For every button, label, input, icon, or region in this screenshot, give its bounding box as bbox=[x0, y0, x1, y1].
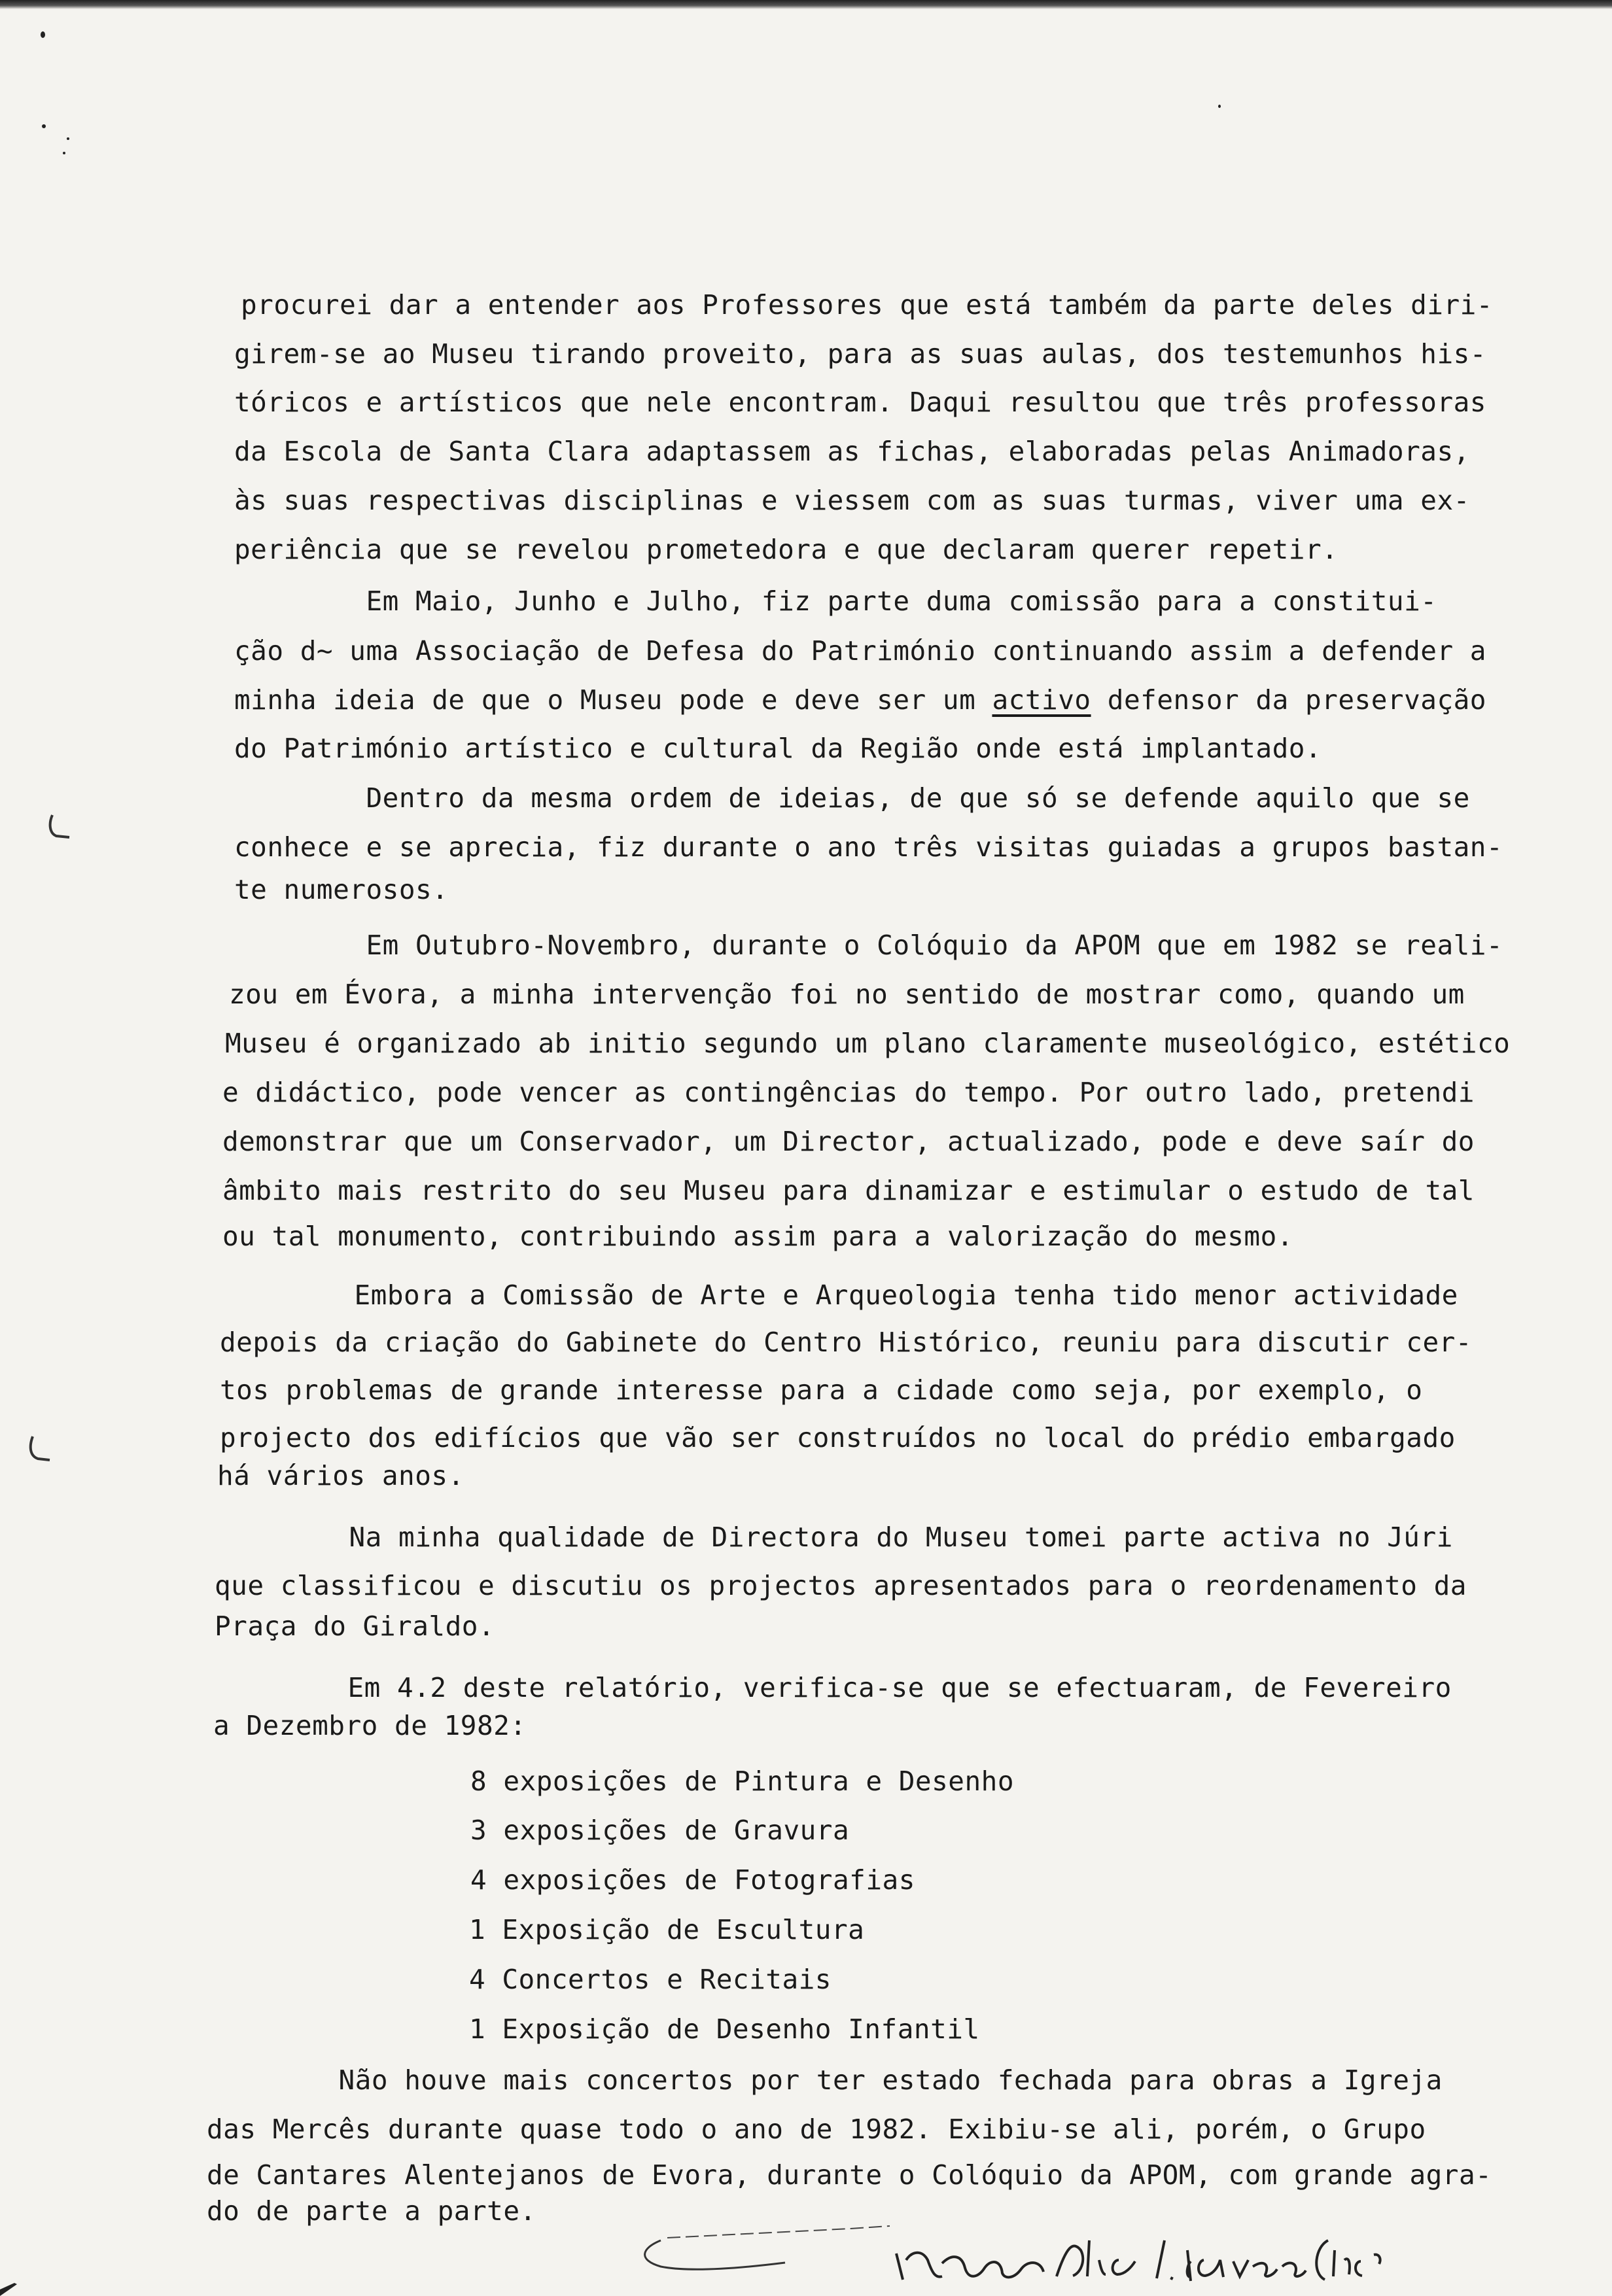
text-line: do de parte a parte. bbox=[207, 2195, 536, 2227]
text-line: tóricos e artísticos que nele encontram. Daqui resultou que três professoras bbox=[234, 387, 1486, 418]
text-line: Dentro da mesma ordem de ideias, de que só se defende aquilo que se bbox=[234, 782, 1470, 814]
list-item: 1 Exposição de Escultura bbox=[205, 1914, 865, 1945]
text-line: Museu é organizado ab initio segundo um plano claramente museológico, estético bbox=[225, 1028, 1511, 1059]
scan-speck bbox=[63, 152, 65, 154]
text-line: te numerosos. bbox=[234, 874, 449, 905]
text-line: Não houve mais concertos por ter estado fechada para obras a Igreja bbox=[207, 2064, 1443, 2096]
text-line: Praça do Giraldo. bbox=[215, 1610, 495, 1642]
scan-speck bbox=[1218, 105, 1221, 108]
text-line: Em 4.2 deste relatório, verifica-se que se efectuaram, de Fevereiro bbox=[216, 1672, 1452, 1703]
text-line: projecto dos edifícios que vão ser construídos no local do prédio embargado bbox=[220, 1422, 1456, 1453]
text-line: da Escola de Santa Clara adaptassem as fichas, elaboradas pelas Animadoras, bbox=[234, 436, 1470, 467]
scan-speck bbox=[67, 137, 69, 140]
text-segment: defensor da preservação bbox=[1091, 684, 1486, 716]
text-line bbox=[234, 680, 1486, 720]
list-item: 1 Exposição de Desenho Infantil bbox=[205, 2013, 980, 2045]
text-line: que classificou e discutiu os projectos apresentados para o reordenamento da bbox=[215, 1570, 1467, 1601]
list-item: 4 exposições de Fotografias bbox=[207, 1864, 915, 1896]
text-line: a Dezembro de 1982: bbox=[213, 1710, 527, 1741]
binder-edge-mark bbox=[0, 2270, 26, 2296]
list-item: 3 exposições de Gravura bbox=[207, 1815, 850, 1846]
text-line: conhece e se aprecia, fiz durante o ano três visitas guiadas a grupos bastan- bbox=[234, 831, 1503, 863]
text-line: de Cantares Alentejanos de Evora, durante o Colóquio da APOM, com grande agra- bbox=[207, 2159, 1492, 2191]
text-line: girem-se ao Museu tirando proveito, para as suas aulas, dos testemunhos his- bbox=[234, 338, 1486, 370]
text-line: âmbito mais restrito do seu Museu para dinamizar e estimular o estudo de tal bbox=[222, 1175, 1475, 1206]
text-line: tos problemas de grande interesse para a cidade como seja, por exemplo, o bbox=[220, 1374, 1423, 1406]
text-segment: minha ideia de que o Museu pode e deve ser um bbox=[234, 684, 992, 716]
underlined-word: activo bbox=[992, 684, 1091, 716]
text-line: periência que se revelou prometedora e que declaram querer repetir. bbox=[234, 534, 1339, 565]
text-line: às suas respectivas disciplinas e viessem com as suas turmas, viver uma ex- bbox=[234, 485, 1470, 516]
text-line: Na minha qualidade de Directora do Museu tomei parte activa no Júri bbox=[217, 1522, 1453, 1553]
text-line: Em Outubro-Novembro, durante o Colóquio da APOM que em 1982 se reali- bbox=[234, 930, 1503, 961]
handwritten-signature bbox=[615, 2214, 1465, 2296]
text-line: das Mercês durante quase todo o ano de 1982. Exibiu-se ali, porém, o Grupo bbox=[207, 2113, 1426, 2145]
text-line: depois da criação do Gabinete do Centro Histórico, reuniu para discutir cer- bbox=[220, 1327, 1472, 1358]
text-line: procurei dar a entender aos Professores que está também da parte deles diri- bbox=[241, 289, 1493, 321]
text-line: e didáctico, pode vencer as contingências do tempo. Por outro lado, pretendi bbox=[222, 1077, 1475, 1108]
text-line: ou tal monumento, contribuindo assim para a valorização do mesmo. bbox=[222, 1221, 1293, 1252]
text-line: Embora a Comissão de Arte e Arqueologia tenha tido menor actividade bbox=[222, 1279, 1458, 1311]
binder-hole-mark bbox=[24, 1433, 63, 1472]
scan-top-edge bbox=[0, 0, 1612, 9]
list-item: 4 Concertos e Recitais bbox=[205, 1964, 832, 1995]
text-line: há vários anos. bbox=[217, 1460, 464, 1491]
scan-speck bbox=[41, 31, 45, 38]
text-line: do Património artístico e cultural da Região onde está implantado. bbox=[234, 733, 1322, 764]
text-line: ção d~ uma Associação de Defesa do Património continuando assim a defender a bbox=[234, 635, 1486, 667]
text-line: Em Maio, Junho e Julho, fiz parte duma comissão para a constitui- bbox=[234, 585, 1437, 617]
binder-hole-mark bbox=[43, 811, 82, 850]
text-line: zou em Évora, a minha intervenção foi no sentido de mostrar como, quando um bbox=[229, 979, 1465, 1010]
list-item: 8 exposições de Pintura e Desenho bbox=[207, 1765, 1015, 1797]
text-line: demonstrar que um Conservador, um Director, actualizado, pode e deve saír do bbox=[222, 1126, 1475, 1157]
scan-speck bbox=[42, 124, 46, 128]
